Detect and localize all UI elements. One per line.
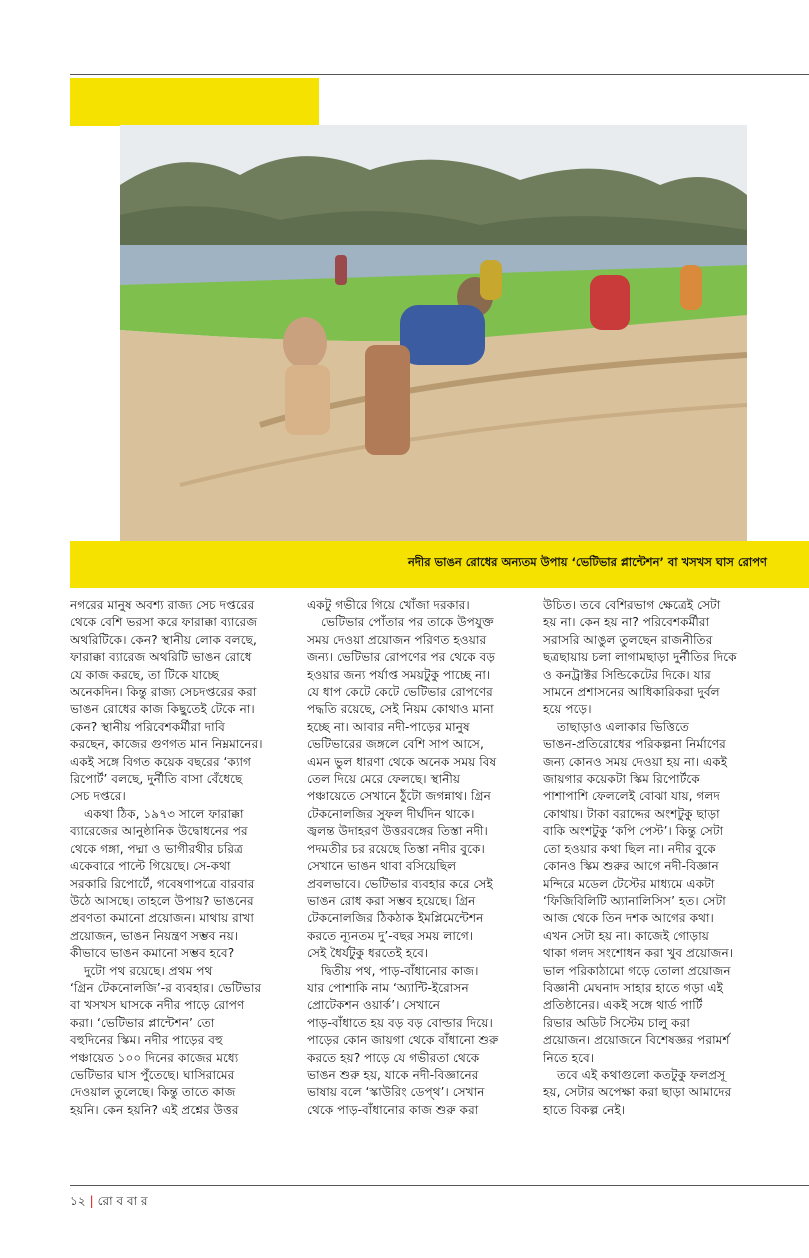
text-line: প্রবলভাবে। ভেটিভার ব্যবহার করে সেই	[307, 876, 493, 891]
text-line: পদ্ধতি রয়েছে, সেই নিয়ম কোথাও মানা	[307, 702, 494, 717]
article-photo	[120, 125, 747, 542]
text-line: একেবারে পাল্টে গিয়েছে। সে-কথা	[70, 859, 231, 874]
text-line: যার পোশাকি নাম ‘অ্যান্টি-ইরোসন	[307, 980, 469, 995]
text-line: ব্যারেজের আনুষ্ঠানিক উদ্বোধনের পর	[70, 824, 248, 839]
text-line: হাতে বিকল্প নেই।	[543, 1102, 626, 1117]
text-line: পঞ্চায়েত ১০০ দিনের কাজের মধ্যে	[70, 1050, 239, 1065]
text-line: তবে এই কথাগুলো কতটুকু ফলপ্রসূ	[557, 1067, 726, 1082]
text-line: কেন? স্থানীয় পরিবেশকর্মীরা দাবি	[70, 719, 225, 734]
text-line: ভেটিভার ঘাস পুঁতেছে। ঘাসিরামের	[70, 1067, 235, 1082]
top-rule	[70, 74, 809, 75]
text-line: সামনে প্রশাসনের আধিকারিকরা দুর্বল	[543, 685, 720, 700]
text-line: এমন ভুল ধারণা থেকে অনেক সময় বিষ	[307, 754, 497, 769]
text-line: হয়নি। কেন হয়নি? এই প্রশ্নের উত্তর	[70, 1102, 239, 1117]
text-line: একই সঙ্গে বিগত কয়েক বছরের ‘ক্যাগ	[70, 754, 251, 769]
text-line: ভাঙন-প্রতিরোধের পরিকল্পনা নির্মাণের	[543, 737, 726, 752]
text-line: উচিত। তবে বেশিরভাগ ক্ষেত্রেই সেটা	[543, 598, 721, 612]
article-column-3	[543, 597, 773, 1119]
text-line: কীভাবে ভাঙন কমানো সম্ভব হবে?	[70, 946, 235, 961]
text-line: ভাল পরিকাঠামো গড়ে তোলা প্রয়োজন	[543, 963, 731, 978]
text-line: টেকনোলজির সুফল দীর্ঘদিন থাকে।	[307, 806, 475, 821]
text-line: তেল দিয়ে মেরে ফেলছে। স্থানীয়	[307, 772, 461, 787]
text-line: পাড়ের কোন জায়গা থেকে বাঁধানো শুরু	[307, 1033, 499, 1048]
text-line: সময় দেওয়া প্রয়োজন পরিণত হওয়ার	[307, 632, 487, 647]
text-line: করতে ন্যূনতম দু’-বছর সময় লাগে।	[307, 928, 474, 943]
text-line: করা। ‘ভেটিভার প্লান্টেশন’ তো	[70, 1015, 215, 1030]
text-line: করছেন, কাজের গুণগত মান নিম্নমানের।	[70, 737, 263, 752]
text-line: নগরের মানুষ অবশ্য রাজ্য সেচ দপ্তরের	[70, 598, 255, 612]
text-line: ফারাক্কা ব্যারেজ অথরিটি ভাঙন রোধে	[70, 650, 252, 665]
text-line: থেকে বেশি ভরসা করে ফারাক্কা ব্যারেজ	[70, 615, 258, 630]
magazine-name: রো ব বা র	[97, 1194, 148, 1208]
text-line: একটু গভীরে গিয়ে খোঁজা দরকার।	[307, 598, 470, 612]
text-line: করতে হয়? পাড়ে যে গভীরতা থেকে	[307, 1050, 480, 1065]
text-line: মন্দিরে মডেল টেস্টের মাধ্যমে একটা	[543, 876, 715, 891]
text-line: ভাষায় বলে ‘স্কাউরিং ডেপ্থ’। সেখান	[307, 1085, 485, 1100]
text-line: তো হওয়ার কথা ছিল না। নদীর বুকে	[543, 841, 716, 856]
text-line: ভাঙন শুরু হয়, যাকে নদী-বিজ্ঞানের	[307, 1067, 479, 1082]
text-line: বাকি অংশটুকু ‘কপি পেস্ট’। কিন্তু সেটা	[543, 824, 724, 839]
text-line: এখন সেটা হয় না। কাজেই গোড়ায়	[543, 928, 709, 943]
text-line: পদমতীর চর রয়েছে তিস্তা নদীর বুকে।	[307, 841, 485, 856]
text-line: প্রয়োজন। প্রয়োজনে বিশেষজ্ঞর পরামর্শ	[543, 1033, 730, 1048]
text-line: ভাঙন রোধ করা সম্ভব হয়েছে। গ্রিন	[307, 893, 476, 908]
text-line: জন্য। ভেটিভার রোপণের পর থেকে বড়	[307, 650, 496, 665]
text-line: বহুদিনের স্কিম। নদীর পাড়ের বহু	[70, 1033, 223, 1048]
text-line: বা খসখস ঘাসকে নদীর পাড়ে রোপণ	[70, 998, 245, 1013]
text-line: প্রোটেকশন ওয়ার্ক’। সেখানে	[307, 998, 441, 1013]
text-line: ও কনট্রাক্টর সিন্ডিকেটের দিকে। যার	[543, 667, 711, 682]
text-line: পাড়-বাঁধাতে হয় বড় বড় বোল্ডার দিয়ে।	[307, 1015, 493, 1030]
text-line: জন্য কোনও সময় দেওয়া হয় না। একই	[543, 754, 728, 769]
article-column-1	[70, 597, 300, 1119]
text-line: আজ থেকে তিন দশক আগের কথা।	[543, 911, 714, 926]
text-line: অনেকদিন। কিন্তু রাজ্য সেচদপ্তরের করা	[70, 685, 257, 700]
text-line: ‘গ্রিন টেকনোলজি’-র ব্যবহার। ভেটিভার	[70, 980, 262, 995]
text-line: ছত্রছায়ায় চলা লাগামছাড়া দুর্নীতির দিকে	[543, 650, 737, 665]
text-line: একথা ঠিক, ১৯৭৩ সালে ফারাক্কা	[84, 806, 244, 821]
text-line: পঞ্চায়েতে সেখানে ঠুঁটো জগন্নাথ। গ্রিন	[307, 789, 491, 804]
text-line: টেকনোলজির ঠিকঠাক ইমপ্লিমেন্টেশন	[307, 911, 484, 926]
text-line: রিভার অডিট সিস্টেম চালু করা	[543, 1015, 690, 1030]
text-line: প্রবণতা কমানো প্রয়োজন। মাথায় রাখা	[70, 911, 254, 926]
text-line: হয়ে পড়ে।	[543, 702, 592, 717]
text-line: প্রয়োজন, ভাঙন নিয়ন্ত্রণ সম্ভব নয়।	[70, 928, 239, 943]
text-line: সরকারি রিপোর্টে, গবেষণাপত্রে বারবার	[70, 876, 255, 891]
bottom-rule	[70, 1185, 809, 1186]
text-line: ভেটিভার পোঁতার পর তাকে উপযুক্ত	[321, 615, 494, 630]
photo-caption: নদীর ভাঙন রোধের অন্যতম উপায় ‘ভেটিভার প্লান্টেশন’ বা খসখস ঘাস রোপণ	[408, 555, 767, 569]
text-line: দ্বিতীয় পথ, পাড়-বাঁধানোর কাজ।	[321, 963, 479, 978]
footer-separator: |	[89, 1194, 94, 1208]
text-line: রিপোর্ট’ বলছে, দুর্নীতি বাসা বেঁধেছে	[70, 772, 243, 787]
text-line: নিতে হবে।	[543, 1050, 595, 1065]
text-line: বিজ্ঞানী মেঘনাদ সাহার হাতে গড়া এই	[543, 980, 724, 995]
text-line: কোথায়। টাকা বরাদ্দের অংশটুকু ছাড়া	[543, 806, 720, 821]
text-line: পাশাপাশি ফেললেই বোঝা যায়, গলদ	[543, 789, 720, 804]
page-footer	[70, 1193, 147, 1213]
article-column-2	[307, 597, 537, 1119]
page-number: ১২	[70, 1194, 86, 1208]
text-line: যে ধাপ কেটে কেটে ভেটিভার রোপণের	[307, 685, 493, 700]
text-line: ভেটিভারের জঙ্গলে বেশি সাপ আসে,	[307, 737, 484, 752]
text-line: প্রতিষ্ঠানের। একই সঙ্গে থার্ড পার্টি	[543, 998, 703, 1013]
yellow-accent-block	[70, 78, 319, 126]
text-line: সেখানে ভাঙন থাবা বসিয়েছিল	[307, 859, 457, 874]
text-line: তাছাড়াও এলাকার ভিত্তিতে	[557, 719, 690, 734]
text-line: অথরিটিকে। কেন? স্থানীয় লোক বলছে,	[70, 632, 257, 647]
text-line: হচ্ছে না। আবার নদী-পাড়ের মানুষ	[307, 719, 470, 734]
text-line: উঠে আসছে। তাহলে উপায়? ভাঙনের	[70, 893, 254, 908]
text-line: দেওয়াল তুলেছে। কিন্তু তাতে কাজ	[70, 1085, 236, 1100]
caption-bar	[70, 541, 809, 588]
text-line: যে কাজ করছে, তা টিকে যাচ্ছে	[70, 667, 219, 682]
text-line: কোনও স্কিম শুরুর আগে নদী-বিজ্ঞান	[543, 859, 719, 874]
text-line: থেকে পাড়-বাঁধানোর কাজ শুরু করা	[307, 1102, 479, 1117]
text-line: থাকা গলদ সংশোধন করা খুব প্রয়োজন।	[543, 946, 734, 961]
text-line: হয়, সেটার অপেক্ষা করা ছাড়া আমাদের	[543, 1085, 732, 1100]
text-line: সেই ধৈর্যটুকু ধরতেই হবে।	[307, 946, 429, 961]
text-line: হয় না। কেন হয় না? পরিবেশকর্মীরা	[543, 615, 710, 630]
text-line: ‘ফিজিবিলিটি অ্যানালিসিস’ হত। সেটা	[543, 893, 726, 908]
text-line: হওয়ার জন্য পর্যাপ্ত সময়টুকু পাচ্ছে না।	[307, 667, 491, 682]
text-line: সেচ দপ্তরে।	[70, 789, 126, 804]
text-line: দুটো পথ রয়েছে। প্রথম পথ	[84, 963, 213, 978]
text-line: ভাঙন রোধের কাজ কিছুতেই টেকে না।	[70, 702, 255, 717]
text-line: থেকে গঙ্গা, পদ্মা ও ভাগীরথীর চরিত্র	[70, 841, 243, 856]
text-line: জায়গার কয়েকটা স্কিম রিপোর্টকে	[543, 772, 700, 787]
text-line: জ্বলন্ত উদাহরণ উত্তরবঙ্গের তিস্তা নদী।	[307, 824, 488, 839]
text-line: সরাসরি আঙুল তুলছেন রাজনীতির	[543, 632, 713, 647]
riverbank-vetiver-planting-photo-icon	[120, 125, 747, 542]
